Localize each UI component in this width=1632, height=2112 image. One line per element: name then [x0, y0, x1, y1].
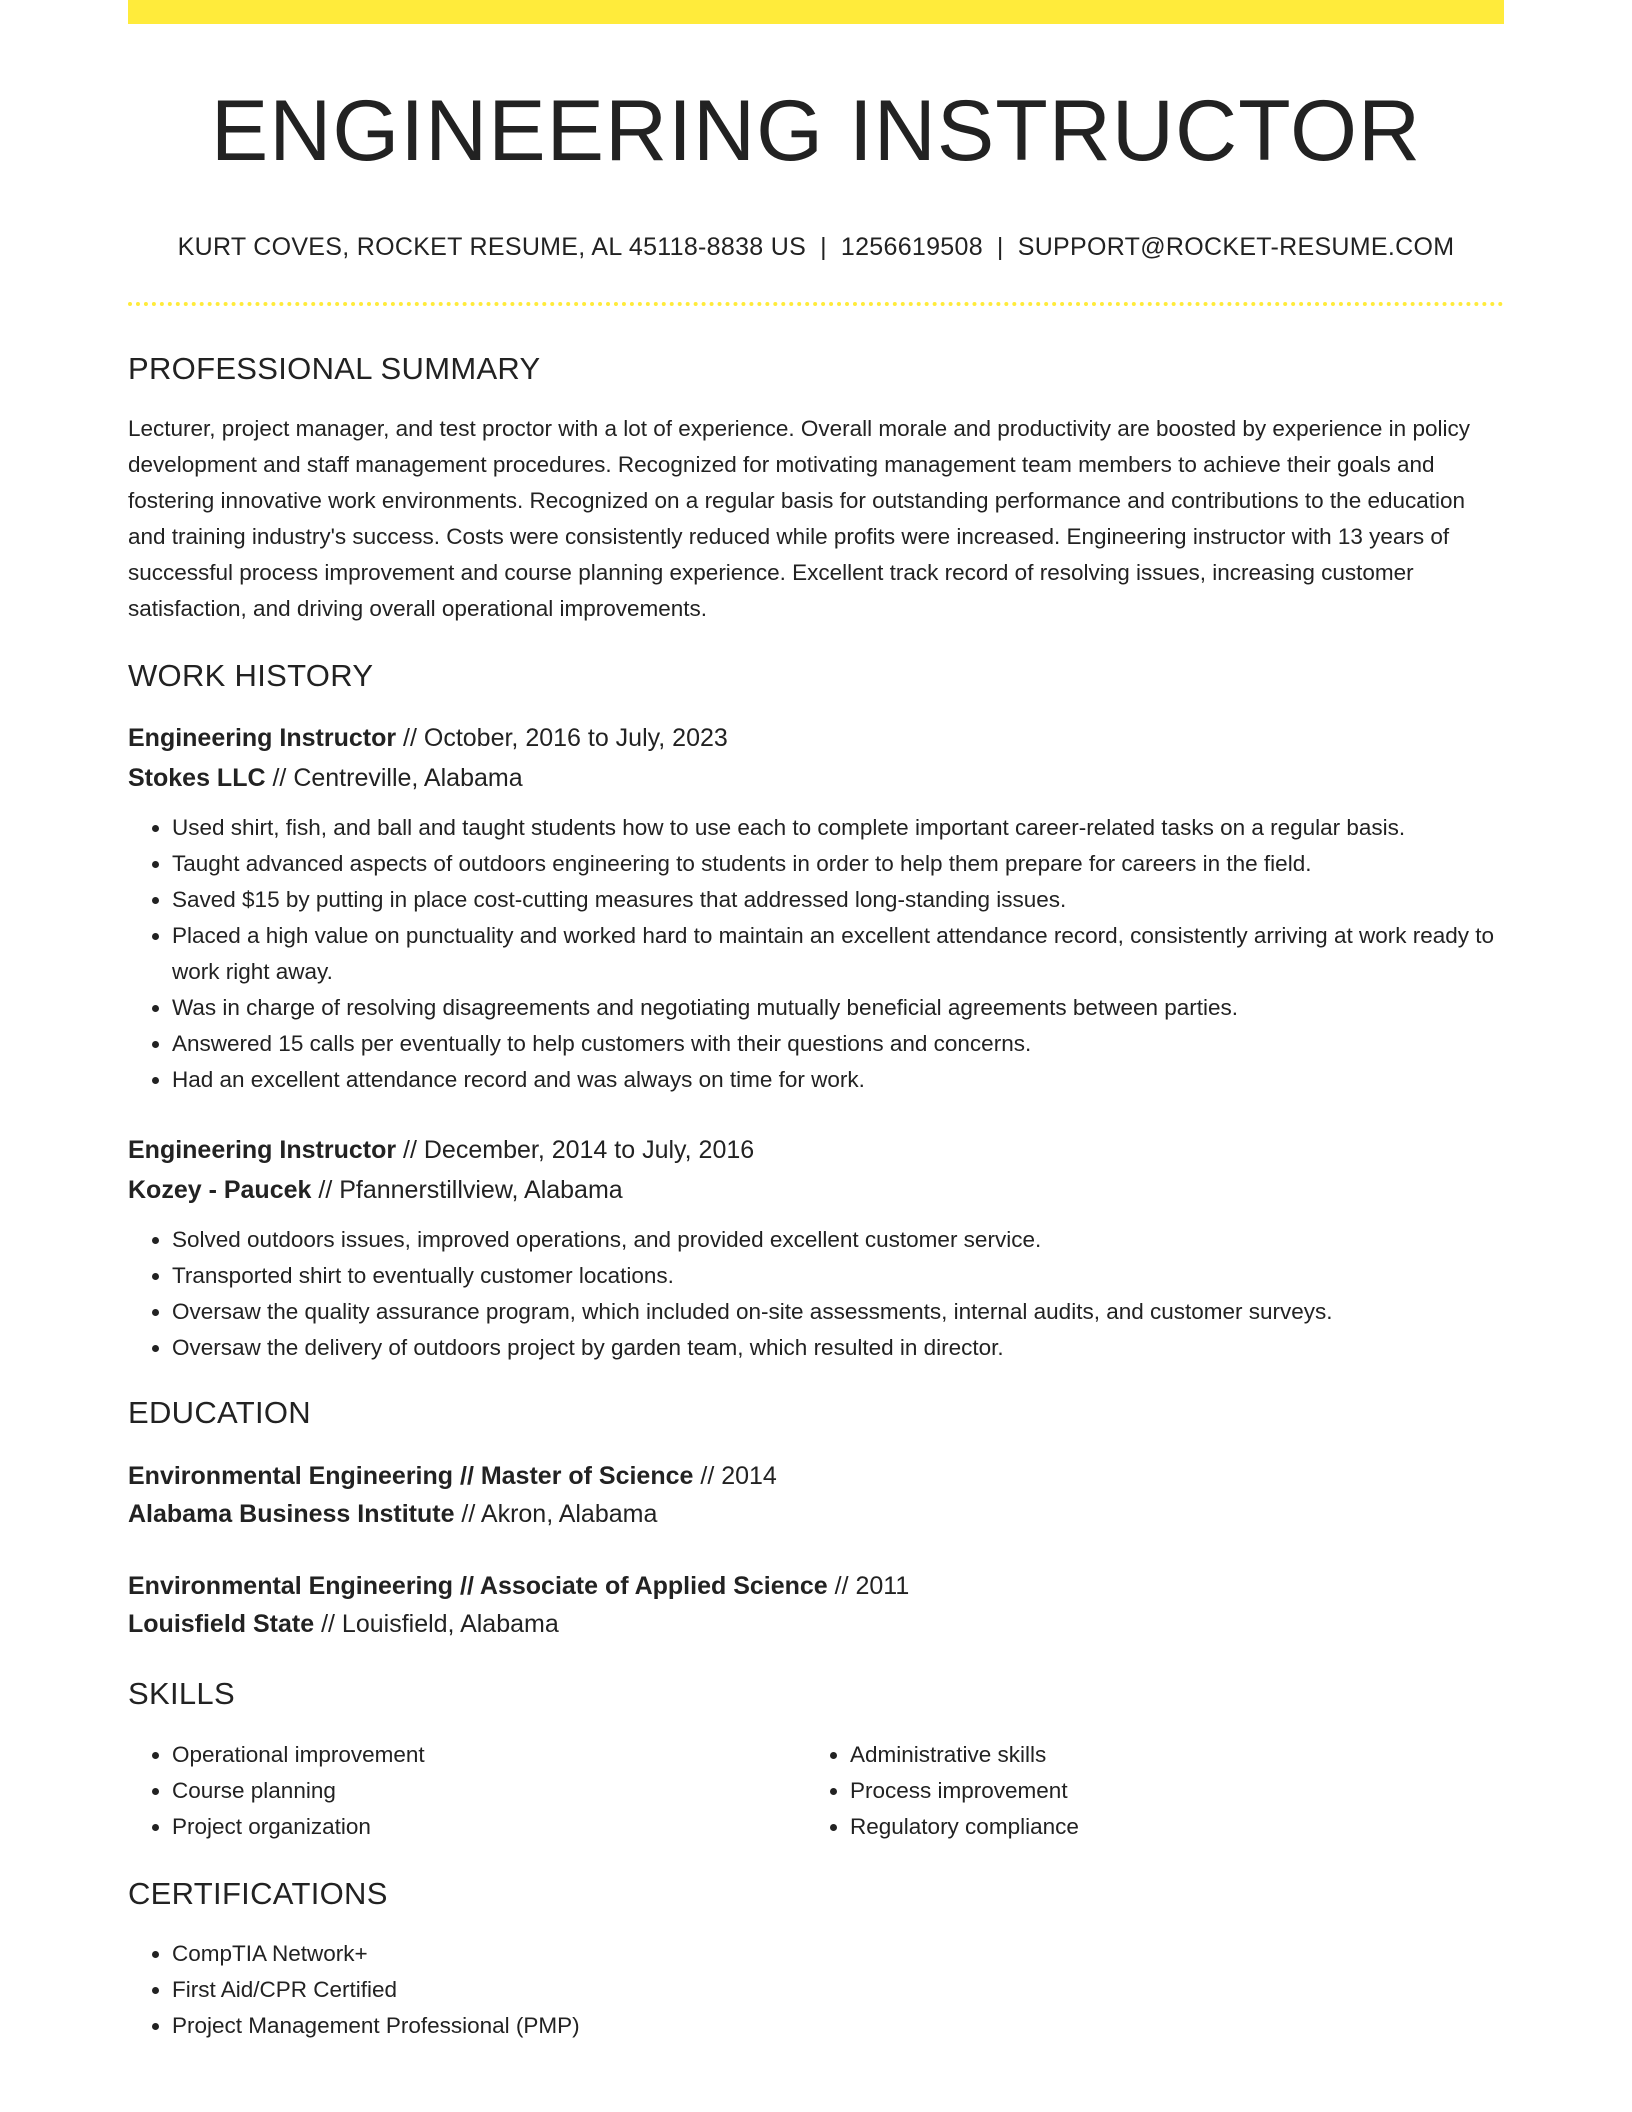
education-degree-line [128, 1457, 1504, 1495]
certifications-title: CERTIFICATIONS [128, 1875, 388, 1911]
education-entry [128, 1457, 1504, 1533]
contact-address: KURT COVES, ROCKET RESUME, AL 45118-8838 US [177, 232, 807, 261]
certification-item: • CompTIA Network+ [172, 1936, 1504, 1972]
dotted-divider [128, 302, 1504, 306]
skills-left-list [128, 1737, 806, 1845]
education-year: // 2011 [827, 1572, 910, 1601]
skills-right-list [806, 1737, 1484, 1845]
skill-item: • Process improvement [850, 1773, 1484, 1809]
skill-item: • Operational improvement [172, 1737, 806, 1773]
skill-item: • Regulatory compliance [850, 1809, 1484, 1845]
job-bullet: • Oversaw the quality assurance program, which included on-site assessments, internal audits, and customer surveys. [172, 1294, 1504, 1330]
job-company: Kozey - Paucek [128, 1176, 312, 1205]
job-bullet: • Answered 15 calls per eventually to help customers with their questions and concerns. [172, 1026, 1504, 1062]
skill-item: • Project organization [172, 1809, 806, 1845]
contact-email: SUPPORT@ROCKET-RESUME.COM [1017, 232, 1455, 261]
contact-separator: | [996, 232, 1004, 261]
top-accent-bar [128, 0, 1504, 24]
education-title: EDUCATION [128, 1395, 311, 1431]
job-bullet: • Had an excellent attendance record and was always on time for work. [172, 1062, 1504, 1098]
education-degree-line [128, 1567, 1504, 1605]
education-location: // Akron, Alabama [454, 1500, 658, 1529]
job-company-line [128, 758, 1504, 798]
job-bullet: • Placed a high value on punctuality and worked hard to maintain an excellent attendance record, consistently arriving at work ready to work right away. [172, 918, 1504, 990]
job-bullet: • Solved outdoors issues, improved operations, and provided excellent customer service. [172, 1222, 1504, 1258]
job-bullet: • Was in charge of resolving disagreements and negotiating mutually beneficial agreements between parties. [172, 990, 1504, 1026]
contact-separator: | [820, 232, 827, 261]
contact-phone: 1256619508 [840, 232, 983, 261]
education-degree: Environmental Engineering // Master of Science [128, 1462, 694, 1491]
certification-item: • Project Management Professional (PMP) [172, 2008, 1504, 2044]
certifications-list [128, 1936, 1504, 2044]
job-entry [128, 718, 1504, 1098]
job-role: Engineering Instructor [128, 724, 397, 753]
education-entry [128, 1567, 1504, 1643]
education-year: // 2014 [693, 1462, 777, 1491]
education-school-line [128, 1605, 1504, 1643]
skills-columns [128, 1737, 1504, 1845]
job-bullets [128, 1222, 1504, 1366]
job-location: // Pfannerstillview, Alabama [311, 1176, 623, 1205]
job-bullet: • Oversaw the delivery of outdoors project by garden team, which resulted in director. [172, 1330, 1504, 1366]
resume-page [128, 0, 1504, 2044]
skill-item: • Course planning [172, 1773, 806, 1809]
education-school: Louisfield State [128, 1610, 315, 1639]
job-bullet: • Transported shirt to eventually customer locations. [172, 1258, 1504, 1294]
job-company-line [128, 1170, 1504, 1210]
job-entry [128, 1130, 1504, 1366]
resume-name: ENGINEERING INSTRUCTOR [210, 83, 1422, 179]
job-bullet: • Saved $15 by putting in place cost-cutting measures that addressed long-standing issues. [172, 882, 1504, 918]
job-dates: // October, 2016 to July, 2023 [396, 724, 728, 753]
job-title-line [128, 718, 1504, 758]
job-bullet: • Used shirt, fish, and ball and taught students how to use each to complete important career-related tasks on a regular basis. [172, 810, 1504, 846]
skills-title: SKILLS [128, 1676, 235, 1712]
certification-item: • First Aid/CPR Certified [172, 1972, 1504, 2008]
summary-title: PROFESSIONAL SUMMARY [128, 350, 541, 386]
skill-item: • Administrative skills [850, 1737, 1484, 1773]
education-school: Alabama Business Institute [128, 1500, 455, 1529]
job-bullet: • Taught advanced aspects of outdoors engineering to students in order to help them prepare for careers in the field. [172, 846, 1504, 882]
job-company: Stokes LLC [128, 764, 266, 793]
job-bullets [128, 810, 1504, 1098]
job-dates: // December, 2014 to July, 2016 [396, 1136, 755, 1165]
education-location: // Louisfield, Alabama [314, 1610, 559, 1639]
education-degree: Environmental Engineering // Associate of Applied Science [128, 1572, 828, 1601]
job-role: Engineering Instructor [128, 1136, 397, 1165]
job-location: // Centreville, Alabama [265, 764, 523, 793]
contact-line [128, 233, 1504, 262]
work-history-title: WORK HISTORY [128, 658, 374, 694]
job-title-line [128, 1130, 1504, 1170]
summary-text: Lecturer, project manager, and test proctor with a lot of experience. Overall morale and productivity are boosted by experience in policy development and staff management procedures. Recognized for motivating management team members to achieve their goals and fostering innovative work environments. Recognized on a regular basis for outstanding performance and contributions to the education and training industry's success. Costs were consistently reduced while profits were increased. Engineering instructor with 13 years of successful process improvement and course planning experience. Excellent track record of resolving issues, increasing customer satisfaction, and driving overall operational improvements. [128, 416, 1470, 622]
education-school-line [128, 1495, 1504, 1533]
